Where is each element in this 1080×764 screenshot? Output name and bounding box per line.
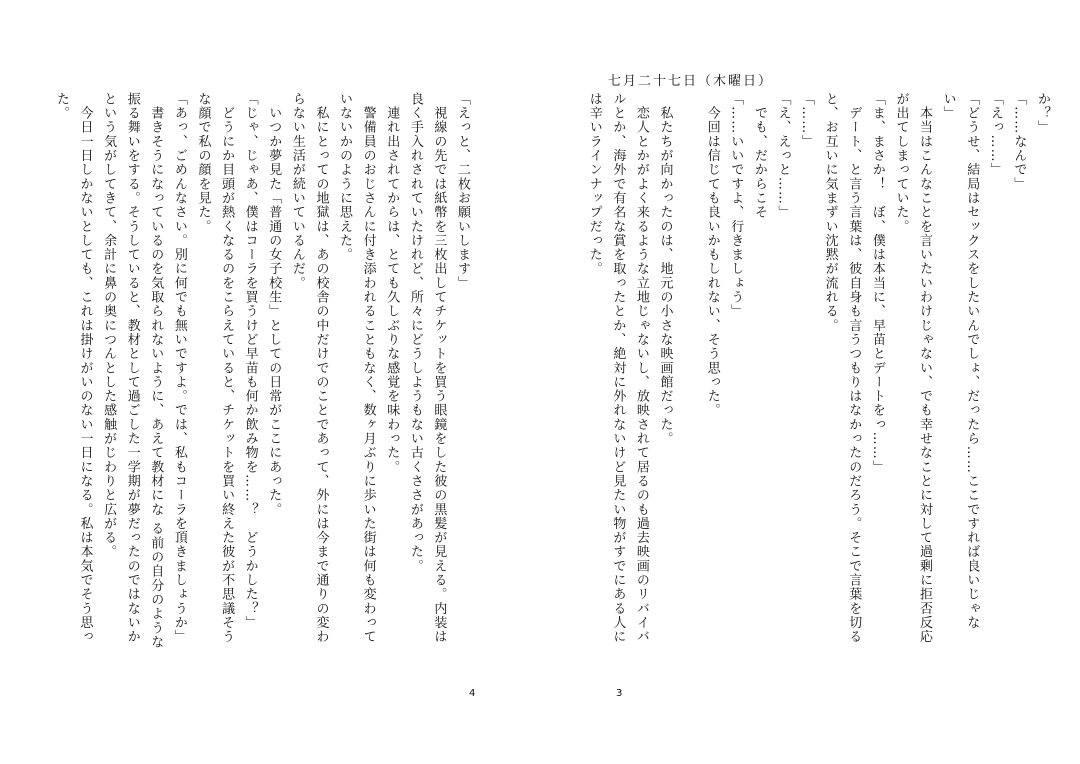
right-page [540,0,1080,764]
left-page-number: 4 [469,688,476,699]
left-page-body-text: 「えっと、二枚お願いします」 視線の先では紙幣を三枚出してチケットを買う眼鏡をした彼の黒髪が見える。内装は良く手入れされていたけれど、所々にどうしようもない古くささがあった。 連れ出されてからは、とても久しぶりな感覚を味わった。 警備員のおじさんに付き添われることもなく、数ヶ月ぶりに歩いた街は何も変わっていないかのように思えた。 私にとっての地獄は、あの校舎の中だけでのことであって、外には今まで通りの変わらない生活が続いているんだ。 いつか夢見た「普通の女子校生」としての日常がここにあった。 「じゃ、じゃあ、僕はコーラを買うけど早苗も何か飲み物を……？ どうかした？」 どうにか目頭が熱くなるのをこらえていると、チケットを買い終えた彼が不思議そうな顔で私の顔を見た。 「あっ、ごめんなさい。別に何でも無いですよ。では、私もコーラを頂きましょうか」 書きそうになっているのを気取られないように、あえて教材にな る前の自分のような振る舞いをする。そうしていると、教材として過ごした一学期が夢だったのではないかという気がしてきて、余計に鼻の奥につんとした感触がじわりと広がる。 今日一日しかないとしても、これは掛けがいのない一日になる。私は本気でそう思った。 [53,92,470,650]
right-page-body-text: か？」 「……なんで」 「えっ……」 「どうせ、結局はセックスをしたいんでしょ、だったら……ここですれば良いじゃない」 本当はこんなことを言いたいわけじゃない、でも幸せなことに対して過剰に拒否反応が出てしまっていた。 「ま、まさか！ ぼ、僕は本当に、早苗とデートをっ……」 デート、と言う言葉は、彼自身も言うつもりはなかったのだろう。そこで言葉を切ると、お互いに気まずい沈黙が流れる。 「……」 「え、えっと……」 でも、だからこそ 「……いいですよ、行きましょう」 今回は信じても良いかもしれない、そう思った。 私たちが向かったのは、地元の小さな映画館だった。 恋人とかがよく来るような立地じゃないし、放映されて居るのも過去映画のリバイバルとか、海外で有名な賞を取ったとか、絶対に外れないけど見たい物がすでにある人には辛いラインナップだった。 [586,92,1050,644]
chapter-date-heading: 七月二十七日（木曜日） [608,74,774,89]
right-page-number: 3 [616,688,623,699]
